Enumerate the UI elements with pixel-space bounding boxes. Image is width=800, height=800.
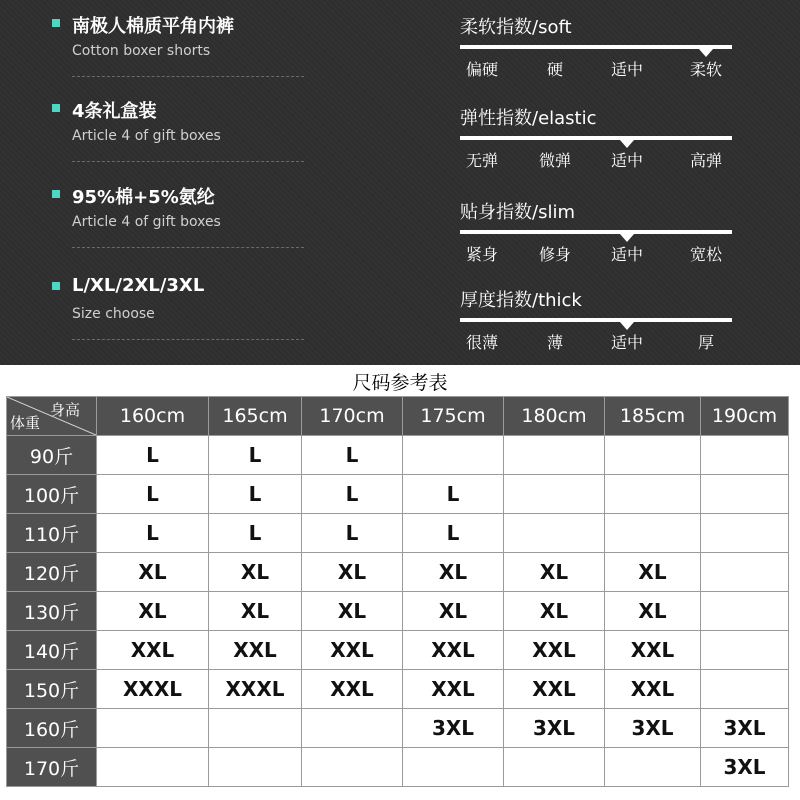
weight-header: 120斤 [7,553,97,592]
size-cell: XL [97,592,209,631]
size-cell: XXL [403,631,504,670]
feature-subtitle: Article 4 of gift boxes [72,128,221,144]
size-cell [209,748,302,787]
meter-level: 适中 [610,245,644,264]
feature-title: 95%棉+5%氨纶 [72,187,215,208]
size-cell [97,748,209,787]
size-cell: L [209,514,302,553]
bullet-square-icon [52,19,60,27]
size-cell: L [302,514,403,553]
meter-level: 适中 [610,60,644,79]
header-row [7,397,789,436]
feature-title: 南极人棉质平角内裤 [72,16,234,37]
size-cell: XL [403,592,504,631]
meter-level: 无弹 [465,151,499,170]
height-header: 180cm [504,397,605,436]
size-cell: L [403,475,504,514]
size-cell: XL [302,553,403,592]
size-cell [302,709,403,748]
table-row [7,514,789,553]
feature-title: L/XL/2XL/3XL [72,275,205,296]
meter-level: 适中 [610,333,644,352]
height-header: 160cm [97,397,209,436]
size-cell: 3XL [605,709,701,748]
size-cell [701,436,789,475]
size-cell: XL [504,553,605,592]
size-cell: L [209,475,302,514]
size-cell [605,475,701,514]
size-table [6,396,789,787]
divider [72,161,304,162]
size-cell [701,475,789,514]
table-row [7,748,789,787]
size-cell: L [97,514,209,553]
size-cell: XXXL [97,670,209,709]
size-cell: 3XL [701,709,789,748]
meter-title: 柔软指数/soft [460,17,572,38]
size-cell [504,475,605,514]
meter-title: 厚度指数/thick [460,290,582,311]
weight-header: 130斤 [7,592,97,631]
meter-marker-icon [620,234,634,242]
size-cell: L [302,475,403,514]
size-cell: 3XL [504,709,605,748]
meter-level: 硬 [546,60,564,79]
size-cell: XXL [403,670,504,709]
meter-level: 厚 [697,333,715,352]
size-cell: XL [209,553,302,592]
size-cell: L [403,514,504,553]
size-cell [701,553,789,592]
table-row [7,631,789,670]
meter-level: 柔软 [689,60,723,79]
meter-bar [460,45,732,49]
corner-height-label: 身高 [49,401,80,419]
table-corner-cell [7,397,97,436]
size-cell: L [97,436,209,475]
table-row [7,553,789,592]
weight-header: 100斤 [7,475,97,514]
size-cell: XL [97,553,209,592]
meter-level: 紧身 [465,245,499,264]
size-cell [605,514,701,553]
meter-level: 很薄 [465,333,499,352]
weight-header: 140斤 [7,631,97,670]
feature-panel [0,0,800,365]
height-header: 170cm [302,397,403,436]
size-cell: XXXL [209,670,302,709]
size-cell: XL [605,553,701,592]
size-cell: XXL [605,631,701,670]
feature-subtitle: Article 4 of gift boxes [72,214,221,230]
meter-bar [460,230,732,234]
size-cell: XL [605,592,701,631]
meter-bar [460,318,732,322]
weight-header: 110斤 [7,514,97,553]
height-header: 165cm [209,397,302,436]
height-header: 185cm [605,397,701,436]
size-cell [701,514,789,553]
weight-header: 90斤 [7,436,97,475]
size-cell [701,631,789,670]
divider [72,247,304,248]
size-cell: 3XL [701,748,789,787]
meter-marker-icon [620,140,634,148]
size-cell: L [97,475,209,514]
bullet-square-icon [52,190,60,198]
feature-subtitle: Cotton boxer shorts [72,43,211,59]
corner-weight-label: 体重 [10,414,41,432]
meter-level: 宽松 [689,245,723,264]
size-cell [504,748,605,787]
size-cell [403,436,504,475]
size-cell [403,748,504,787]
meter-marker-icon [699,49,713,57]
table-row [7,475,789,514]
weight-header: 160斤 [7,709,97,748]
meter-bar [460,136,732,140]
feature-title: 4条礼盒装 [72,101,157,122]
meter-level: 修身 [538,245,572,264]
meter-level: 适中 [610,151,644,170]
size-cell: L [209,436,302,475]
size-table-body [7,436,789,787]
size-cell [605,436,701,475]
divider [72,76,304,77]
table-row [7,436,789,475]
feature-subtitle: Size choose [72,306,155,322]
size-table-title: 尺码参考表 [352,372,448,394]
size-cell: XXL [97,631,209,670]
table-row [7,670,789,709]
divider [72,339,304,340]
bullet-square-icon [52,282,60,290]
size-cell: XL [504,592,605,631]
size-cell: XXL [605,670,701,709]
size-cell [302,748,403,787]
size-cell: XXL [302,631,403,670]
height-header: 175cm [403,397,504,436]
meter-level: 微弹 [538,151,572,170]
weight-header: 150斤 [7,670,97,709]
size-cell: L [302,436,403,475]
size-cell: XL [403,553,504,592]
size-cell [701,670,789,709]
size-cell [209,709,302,748]
table-row [7,592,789,631]
size-cell [504,436,605,475]
size-cell: XXL [302,670,403,709]
size-cell: XXL [504,670,605,709]
meter-level: 高弹 [689,151,723,170]
bullet-square-icon [52,104,60,112]
size-cell: XL [302,592,403,631]
table-row [7,709,789,748]
meter-title: 贴身指数/slim [460,202,575,223]
size-cell [701,592,789,631]
meter-title: 弹性指数/elastic [460,108,597,129]
size-cell [605,748,701,787]
size-cell: XL [209,592,302,631]
size-cell [504,514,605,553]
weight-header: 170斤 [7,748,97,787]
size-cell: XXL [209,631,302,670]
meter-marker-icon [620,322,634,330]
size-cell: XXL [504,631,605,670]
height-header: 190cm [701,397,789,436]
size-cell: 3XL [403,709,504,748]
meter-level: 偏硬 [465,60,499,79]
size-cell [97,709,209,748]
meter-level: 薄 [546,333,564,352]
